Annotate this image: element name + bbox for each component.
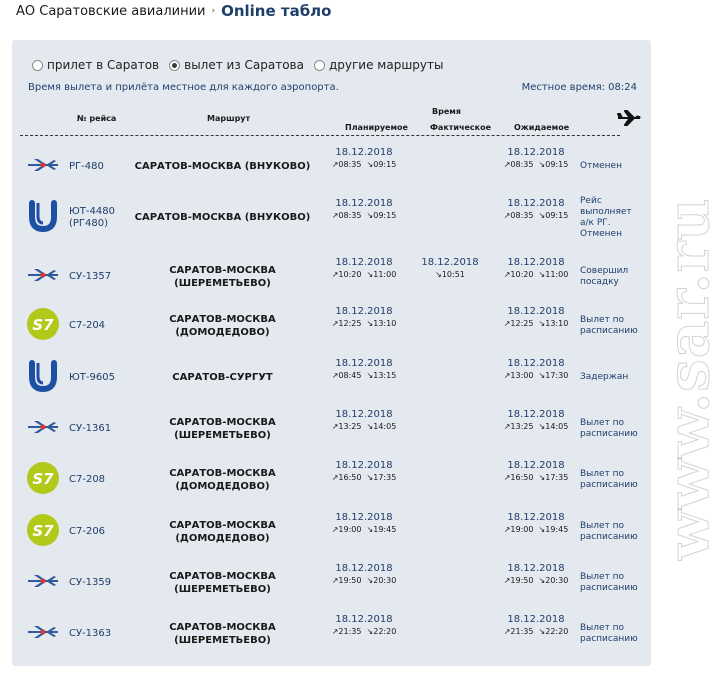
status-text <box>580 506 646 557</box>
arrival-arrow-icon: ↘ <box>538 211 546 220</box>
route <box>130 608 315 659</box>
breadcrumb-parent-link[interactable]: АО Саратовские авиалинии <box>16 3 206 19</box>
header-divider <box>20 135 620 136</box>
expected-date: 18.12.2018 <box>507 306 565 317</box>
flight-number[interactable] <box>69 557 111 608</box>
planned-time <box>319 459 409 483</box>
direction-filter <box>32 58 454 72</box>
departure-arrow-icon: ↗ <box>331 576 339 585</box>
planned-departure: 08:35 <box>338 211 362 220</box>
departure-arrow-icon: ↗ <box>503 371 511 380</box>
departure-arrow-icon: ↗ <box>331 270 339 279</box>
header-route: Маршрут <box>207 114 251 123</box>
arrival-arrow-icon: ↘ <box>435 270 442 279</box>
status-line: расписанию <box>580 325 638 336</box>
airplane-icon <box>617 109 641 127</box>
route-line: САРАТОВ-МОСКВА (ВНУКОВО) <box>134 161 311 172</box>
route-line: (ШЕРЕМЕТЬЕВО) <box>174 583 271 595</box>
s7-logo-icon <box>26 513 60 547</box>
status-text <box>580 192 646 243</box>
expected-time <box>491 357 581 381</box>
planned-time <box>319 256 409 280</box>
table-row <box>12 608 651 659</box>
svg-text:S7: S7 <box>32 316 54 334</box>
planned-date: 18.12.2018 <box>335 409 393 420</box>
planned-times <box>319 421 409 432</box>
planned-arrival: 17:35 <box>373 473 397 482</box>
utair-logo-icon <box>26 359 60 393</box>
route-line: САРАТОВ-МОСКВА <box>169 467 276 479</box>
route-line: САРАТОВ-МОСКВА <box>169 313 276 325</box>
expected-departure: 13:25 <box>510 422 534 431</box>
status-line: Совершил <box>580 265 629 276</box>
status-text <box>580 454 646 505</box>
expected-times <box>491 421 581 432</box>
planned-times <box>319 159 409 170</box>
status-line: Вылет по <box>580 520 625 531</box>
departure-arrow-icon: ↗ <box>503 270 511 279</box>
expected-time <box>491 305 581 329</box>
arrival-arrow-icon: ↘ <box>366 319 374 328</box>
expected-time <box>491 146 581 170</box>
expected-date: 18.12.2018 <box>507 358 565 369</box>
expected-time <box>491 197 581 221</box>
route <box>130 403 315 454</box>
aeroflot-logo-icon <box>26 615 60 649</box>
flight-number[interactable] <box>69 300 105 351</box>
arrival-arrow-icon: ↘ <box>538 319 546 328</box>
route-line: САРАТОВ-МОСКВА <box>169 416 276 428</box>
planned-time <box>319 197 409 221</box>
planned-departure: 08:35 <box>338 160 362 169</box>
route-line: САРАТОВ-МОСКВА <box>169 621 276 633</box>
flight-number[interactable] <box>69 403 111 454</box>
route-line: (ДОМОДЕДОВО) <box>175 532 270 544</box>
planned-arrival: 14:05 <box>373 422 397 431</box>
flight-number-line: ЮТ-9605 <box>69 371 115 383</box>
status-text <box>580 403 646 454</box>
planned-departure: 19:00 <box>338 525 362 534</box>
radio-arrival-circle[interactable] <box>32 60 43 71</box>
departure-arrow-icon: ↗ <box>331 627 339 636</box>
arrival-arrow-icon: ↘ <box>538 576 546 585</box>
status-line: посадку <box>580 276 619 287</box>
planned-date: 18.12.2018 <box>335 257 393 268</box>
departure-arrow-icon: ↗ <box>503 576 511 585</box>
flight-number-line: С7-204 <box>69 319 106 331</box>
actual-arrival: 10:51 <box>441 270 465 279</box>
expected-arrival: 20:30 <box>545 576 569 585</box>
status-line: Рейс <box>580 195 602 206</box>
status-text <box>580 608 646 659</box>
status-text <box>580 300 646 351</box>
departure-arrow-icon: ↗ <box>331 211 339 220</box>
departure-arrow-icon: ↗ <box>331 473 339 482</box>
flight-number-line: (РГ480) <box>69 217 109 229</box>
arrival-arrow-icon: ↘ <box>538 525 546 534</box>
table-row <box>12 403 651 454</box>
route-line: САРАТОВ-МОСКВА <box>169 519 276 531</box>
expected-departure: 21:35 <box>510 627 534 636</box>
status-line: расписанию <box>580 428 638 439</box>
radio-other-routes[interactable] <box>314 58 444 72</box>
route-line: САРАТОВ-СУРГУТ <box>172 372 273 383</box>
status-text <box>580 251 646 302</box>
planned-times <box>319 370 409 381</box>
flight-board-panel <box>12 40 722 666</box>
planned-date: 18.12.2018 <box>335 563 393 574</box>
expected-time <box>491 459 581 483</box>
flight-number-line: СУ-1363 <box>69 627 112 639</box>
planned-departure: 19:50 <box>338 576 362 585</box>
arrival-arrow-icon: ↘ <box>366 211 374 220</box>
route-line: САРАТОВ-МОСКВА <box>169 264 276 276</box>
flight-number[interactable] <box>69 506 105 557</box>
planned-time <box>319 511 409 535</box>
arrival-arrow-icon: ↘ <box>366 525 374 534</box>
departure-arrow-icon: ↗ <box>331 422 339 431</box>
departure-arrow-icon: ↗ <box>331 160 339 169</box>
radio-departure[interactable] <box>169 58 304 72</box>
expected-arrival: 13:10 <box>545 319 569 328</box>
radio-other-label[interactable]: другие маршруты <box>328 58 444 72</box>
route <box>130 141 315 192</box>
aeroflot-logo-icon <box>26 410 60 444</box>
table-row <box>12 300 651 351</box>
status-line: расписанию <box>580 479 638 490</box>
departure-arrow-icon: ↗ <box>331 525 339 534</box>
route-line: (ШЕРЕМЕТЬЕВО) <box>174 277 271 289</box>
expected-time <box>491 511 581 535</box>
status-line: расписанию <box>580 582 638 593</box>
arrival-arrow-icon: ↘ <box>366 422 374 431</box>
expected-times <box>491 318 581 329</box>
table-row <box>12 251 651 302</box>
expected-date: 18.12.2018 <box>507 409 565 420</box>
planned-arrival: 13:10 <box>373 319 397 328</box>
arrival-arrow-icon: ↘ <box>538 270 546 279</box>
flight-number[interactable] <box>69 608 111 659</box>
expected-times <box>491 524 581 535</box>
planned-time <box>319 408 409 432</box>
status-line: Отменен <box>580 228 622 239</box>
status-text <box>580 557 646 608</box>
expected-arrival: 17:30 <box>545 371 569 380</box>
planned-date: 18.12.2018 <box>335 147 393 158</box>
route <box>130 557 315 608</box>
planned-times <box>319 269 409 280</box>
watermark: www.sar.ru <box>654 197 722 560</box>
planned-time <box>319 613 409 637</box>
expected-departure: 19:50 <box>510 576 534 585</box>
flight-number[interactable] <box>69 192 115 243</box>
planned-arrival: 19:45 <box>373 525 397 534</box>
planned-date: 18.12.2018 <box>335 198 393 209</box>
expected-departure: 16:50 <box>510 473 534 482</box>
planned-arrival: 11:00 <box>373 270 397 279</box>
planned-times <box>319 472 409 483</box>
arrival-arrow-icon: ↘ <box>538 160 546 169</box>
expected-departure: 08:35 <box>510 160 534 169</box>
planned-departure: 12:25 <box>338 319 362 328</box>
flight-number[interactable] <box>69 454 105 505</box>
table-row <box>12 557 651 608</box>
planned-times <box>319 575 409 586</box>
flight-number-line: С7-206 <box>69 525 106 537</box>
planned-date: 18.12.2018 <box>335 512 393 523</box>
page-title: Online табло <box>221 2 332 20</box>
expected-arrival: 22:20 <box>545 627 569 636</box>
departure-arrow-icon: ↗ <box>503 319 511 328</box>
route-line: (ДОМОДЕДОВО) <box>175 480 270 492</box>
expected-arrival: 11:00 <box>545 270 569 279</box>
expected-departure: 08:35 <box>510 211 534 220</box>
status-text <box>580 141 646 192</box>
departure-arrow-icon: ↗ <box>503 160 511 169</box>
planned-departure: 08:45 <box>338 371 362 380</box>
expected-time <box>491 256 581 280</box>
expected-departure: 13:00 <box>510 371 534 380</box>
arrival-arrow-icon: ↘ <box>538 473 546 482</box>
time-note: Время вылета и прилёта местное для каждого аэропорта. <box>28 82 339 93</box>
status-text <box>580 352 646 403</box>
flight-number-line: СУ-1359 <box>69 576 112 588</box>
expected-times <box>491 575 581 586</box>
planned-date: 18.12.2018 <box>335 358 393 369</box>
expected-time <box>491 408 581 432</box>
arrival-arrow-icon: ↘ <box>538 371 546 380</box>
svg-text:S7: S7 <box>32 522 54 540</box>
local-time: Местное время: 08:24 <box>521 82 637 93</box>
expected-departure: 19:00 <box>510 525 534 534</box>
aeroflot-logo-icon <box>26 564 60 598</box>
expected-date: 18.12.2018 <box>507 147 565 158</box>
planned-arrival: 09:15 <box>373 160 397 169</box>
planned-arrival: 13:15 <box>373 371 397 380</box>
planned-date: 18.12.2018 <box>335 306 393 317</box>
planned-times <box>319 318 409 329</box>
expected-arrival: 09:15 <box>545 160 569 169</box>
table-row <box>12 506 651 557</box>
planned-time <box>319 357 409 381</box>
header-expected: Ожидаемое <box>514 123 570 132</box>
flight-number-line: СУ-1357 <box>69 270 112 282</box>
arrival-arrow-icon: ↘ <box>366 576 374 585</box>
planned-times <box>319 210 409 221</box>
status-line: Вылет по <box>580 622 625 633</box>
header-actual: Фактическое <box>430 123 492 132</box>
route <box>130 506 315 557</box>
expected-date: 18.12.2018 <box>507 198 565 209</box>
route <box>130 300 315 351</box>
table-header <box>20 103 642 137</box>
planned-departure: 13:25 <box>338 422 362 431</box>
arrival-arrow-icon: ↘ <box>538 422 546 431</box>
expected-times <box>491 370 581 381</box>
planned-departure: 16:50 <box>338 473 362 482</box>
breadcrumb-separator-icon: › <box>211 6 216 16</box>
actual-date: 18.12.2018 <box>421 257 479 268</box>
s7-logo-icon <box>26 461 60 495</box>
actual-times <box>405 269 495 280</box>
route-line: (ДОМОДЕДОВО) <box>175 326 270 338</box>
planned-arrival: 09:15 <box>373 211 397 220</box>
expected-date: 18.12.2018 <box>507 563 565 574</box>
planned-times <box>319 626 409 637</box>
expected-arrival: 19:45 <box>545 525 569 534</box>
expected-date: 18.12.2018 <box>507 460 565 471</box>
flight-number[interactable] <box>69 251 111 302</box>
status-line: Вылет по <box>580 571 625 582</box>
departure-arrow-icon: ↗ <box>503 473 511 482</box>
expected-date: 18.12.2018 <box>507 614 565 625</box>
departure-arrow-icon: ↗ <box>503 211 511 220</box>
expected-time <box>491 562 581 586</box>
flight-number-line: РГ-480 <box>69 160 104 172</box>
route <box>130 251 315 302</box>
flight-number-line: С7-208 <box>69 473 106 485</box>
route-line: САРАТОВ-МОСКВА <box>169 570 276 582</box>
flight-number-line: СУ-1361 <box>69 422 112 434</box>
status-line: Вылет по <box>580 314 625 325</box>
table-row <box>12 454 651 505</box>
radio-departure-circle[interactable] <box>169 60 180 71</box>
expected-times <box>491 269 581 280</box>
route-line: САРАТОВ-МОСКВА (ВНУКОВО) <box>134 212 311 223</box>
planned-arrival: 20:30 <box>373 576 397 585</box>
expected-departure: 12:25 <box>510 319 534 328</box>
utair-logo-icon <box>26 199 60 233</box>
departure-arrow-icon: ↗ <box>331 319 339 328</box>
status-line: выполняет <box>580 206 632 217</box>
svg-text:S7: S7 <box>32 470 54 488</box>
planned-times <box>319 524 409 535</box>
arrival-arrow-icon: ↘ <box>366 473 374 482</box>
departure-arrow-icon: ↗ <box>503 525 511 534</box>
s7-logo-icon <box>26 307 60 341</box>
table-row <box>12 192 651 243</box>
status-line: а/к РГ. <box>580 217 611 228</box>
status-line: Отменен <box>580 161 622 171</box>
expected-times <box>491 472 581 483</box>
radio-arrival[interactable] <box>32 58 159 72</box>
arrival-arrow-icon: ↘ <box>366 160 374 169</box>
route <box>130 192 315 243</box>
breadcrumb <box>16 1 331 21</box>
arrival-arrow-icon: ↘ <box>366 627 374 636</box>
planned-time <box>319 146 409 170</box>
expected-date: 18.12.2018 <box>507 257 565 268</box>
header-time: Время <box>432 107 461 116</box>
expected-times <box>491 159 581 170</box>
departure-arrow-icon: ↗ <box>503 627 511 636</box>
planned-departure: 10:20 <box>338 270 362 279</box>
aeroflot-logo-icon <box>26 258 60 292</box>
route <box>130 454 315 505</box>
radio-other-circle[interactable] <box>314 60 325 71</box>
expected-date: 18.12.2018 <box>507 512 565 523</box>
planned-departure: 21:35 <box>338 627 362 636</box>
planned-date: 18.12.2018 <box>335 460 393 471</box>
expected-arrival: 14:05 <box>545 422 569 431</box>
saratov-airlines-logo-icon <box>26 148 60 182</box>
planned-time <box>319 305 409 329</box>
expected-arrival: 17:35 <box>545 473 569 482</box>
table-row <box>12 352 651 403</box>
arrival-arrow-icon: ↘ <box>366 270 374 279</box>
departure-arrow-icon: ↗ <box>503 422 511 431</box>
arrival-arrow-icon: ↘ <box>538 627 546 636</box>
flight-number-line: ЮТ-4480 <box>69 205 115 217</box>
route-line: (ШЕРЕМЕТЬЕВО) <box>174 429 271 441</box>
header-planned: Планируемое <box>345 123 408 132</box>
status-line: Вылет по <box>580 417 625 428</box>
actual-time <box>405 256 495 280</box>
radio-departure-label[interactable]: вылет из Саратова <box>184 58 304 72</box>
arrival-arrow-icon: ↘ <box>366 371 374 380</box>
table-row <box>12 141 651 192</box>
expected-times <box>491 626 581 637</box>
status-line: Задержан <box>580 372 629 382</box>
planned-arrival: 22:20 <box>373 627 397 636</box>
departure-arrow-icon: ↗ <box>331 371 339 380</box>
flight-number[interactable] <box>69 141 104 192</box>
status-line: расписанию <box>580 531 638 542</box>
status-line: расписанию <box>580 633 638 644</box>
expected-time <box>491 613 581 637</box>
expected-departure: 10:20 <box>510 270 534 279</box>
route <box>130 352 315 403</box>
flight-number[interactable] <box>69 352 115 403</box>
expected-arrival: 09:15 <box>545 211 569 220</box>
planned-time <box>319 562 409 586</box>
status-line: Вылет по <box>580 468 625 479</box>
radio-arrival-label[interactable]: прилет в Саратов <box>47 58 160 72</box>
planned-date: 18.12.2018 <box>335 614 393 625</box>
header-flight: № рейса <box>77 114 117 123</box>
route-line: (ШЕРЕМЕТЬЕВО) <box>174 634 271 646</box>
expected-times <box>491 210 581 221</box>
